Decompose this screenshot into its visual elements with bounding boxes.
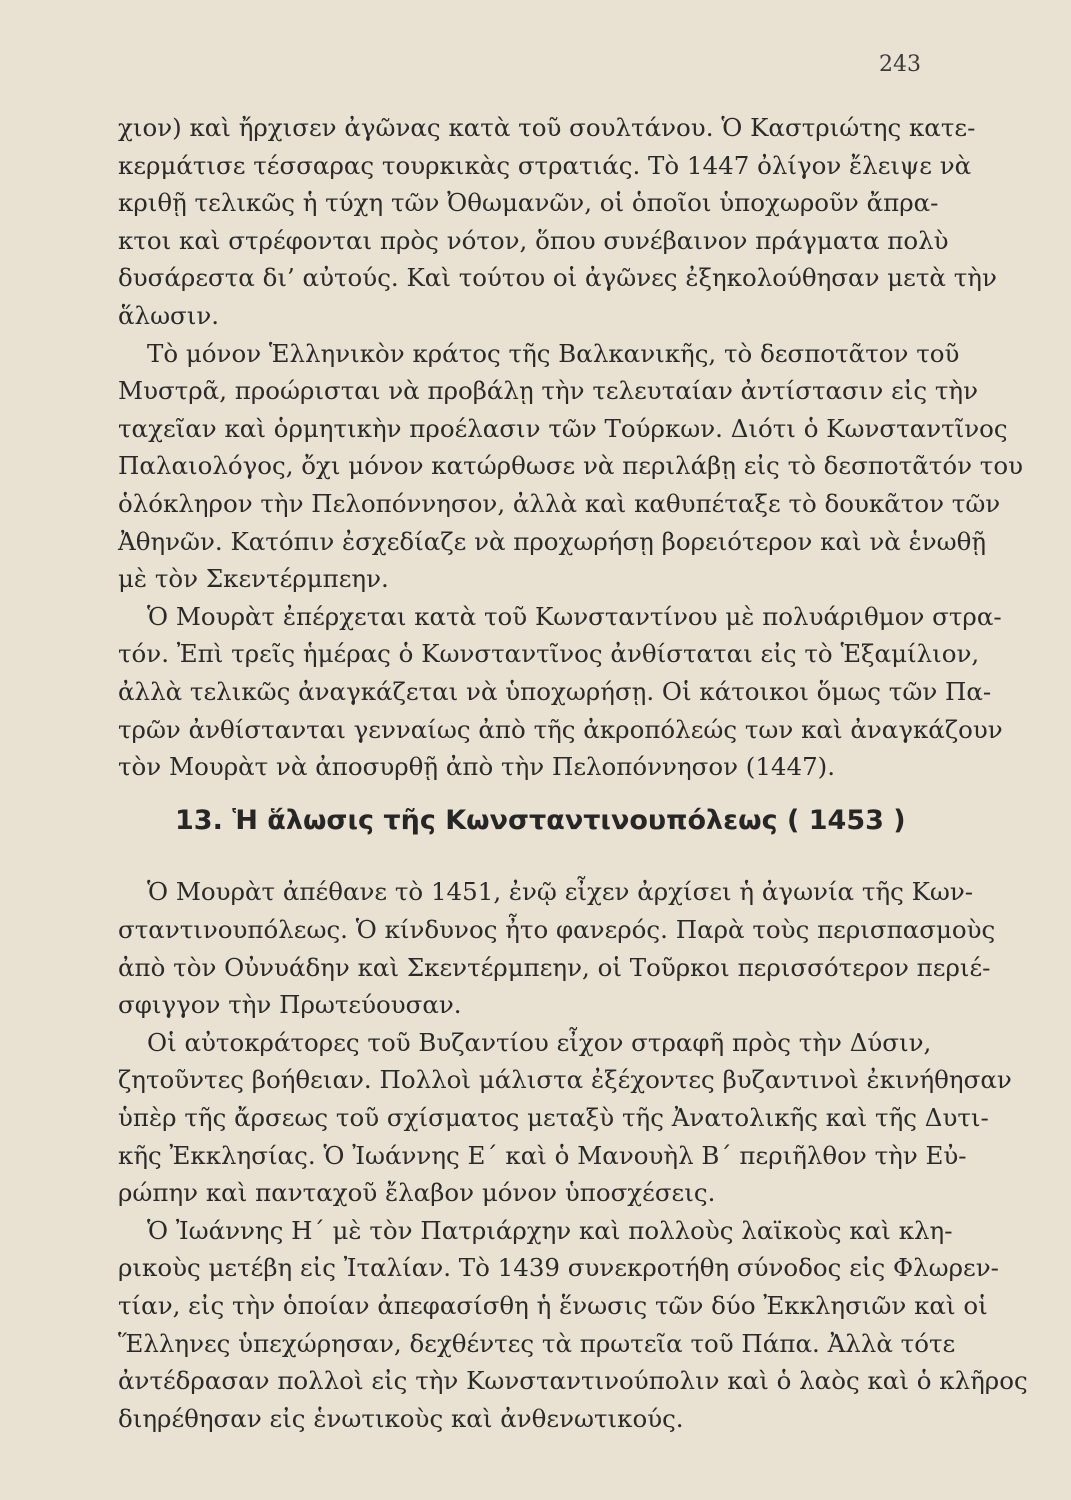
text-line: τίαν, εἰς τὴν ὁποίαν ἀπεφασίσθη ἡ ἕνωσις τῶν δύο Ἐκκλησιῶν καὶ οἱ	[118, 1291, 988, 1320]
text-line-overflow: διηρέθησαν εἰς ἑνωτικοὺς καὶ ἀνθενωτικούς.	[118, 1403, 684, 1433]
text-line: Ὁ Μουρὰτ ἐπέρχεται κατὰ τοῦ Κωνσταντίνου μὲ πολυάριθμον στρα-	[147, 601, 1002, 631]
text-line: ταχεῖαν καὶ ὁρμητικὴν προέλασιν τῶν Τούρκων. Διότι ὁ Κωνσταντῖνος	[118, 413, 1008, 443]
text-line: σφιγγον τὴν Πρωτεύουσαν.	[118, 990, 462, 1020]
text-line: Μυστρᾶ, προώρισται νὰ προβάλῃ τὴν τελευταίαν ἀντίστασιν εἰς τὴν	[118, 376, 979, 406]
text-line: ὑπὲρ τῆς ἄρσεως τοῦ σχίσματος μεταξὺ τῆς Ἀνατολικῆς καὶ τῆς Δυτι-	[118, 1103, 989, 1132]
text-line: τόν. Ἐπὶ τρεῖς ἡμέρας ὁ Κωνσταντῖνος ἀνθίσταται εἰς τὸ Ἑξαμίλιον,	[118, 639, 980, 669]
text-line: δυσάρεστα δι’ αὐτούς. Καὶ τούτου οἱ ἀγῶνες ἐξηκολούθησαν μετὰ τὴν	[118, 263, 997, 293]
text-line: ζητοῦντες βοήθειαν. Πολλοὶ μάλιστα ἐξέχοντες βυζαντινοὶ ἐκινήθησαν	[118, 1065, 1012, 1095]
text-line: Ὁ Ἰωάννης Η΄ μὲ τὸν Πατριάρχην καὶ πολλοὺς λαϊκοὺς καὶ κλη-	[147, 1215, 953, 1245]
text-line: ἀλλὰ τελικῶς ἀναγκάζεται νὰ ὑποχωρήσῃ. Οἱ κάτοικοι ὅμως τῶν Πα-	[118, 677, 992, 706]
text-line: κτοι καὶ στρέφονται πρὸς νότον, ὅπου συνέβαινον πράγματα πολὺ	[118, 225, 949, 255]
text-line: ρικοὺς μετέβη εἰς Ἰταλίαν. Τὸ 1439 συνεκροτήθη σύνοδος εἰς Φλωρεν-	[118, 1253, 999, 1283]
text-line: τρῶν ἀνθίστανται γενναίως ἀπὸ τῆς ἀκροπόλεώς των καὶ ἀναγκάζουν	[118, 714, 1003, 744]
text-line: ἅλωσιν.	[118, 301, 220, 330]
text-line: μὲ τὸν Σκεντέρμπεην.	[118, 564, 389, 594]
text-line: Ἀθηνῶν. Κατόπιν ἐσχεδίαζε νὰ προχωρήσῃ βορειότερον καὶ νὰ ἑνωθῇ	[118, 526, 987, 556]
text-line: ἀπὸ τὸν Οὐνυάδην καὶ Σκεντέρμπεην, οἱ Τοῦρκοι περισσότερον περιέ-	[118, 952, 991, 982]
text-line: ὁλόκληρον τὴν Πελοπόννησον, ἀλλὰ καὶ καθυπέταξε τὸ δουκᾶτον τῶν	[118, 489, 1001, 518]
text-line: κριθῇ τελικῶς ἡ τύχη τῶν Ὀθωμανῶν, οἱ ὁποῖοι ὑποχωροῦν ἄπρα-	[118, 188, 939, 218]
section-heading: 13. Ἡ ἅλωσις τῆς Κωνσταντινουπόλεως ( 1453 )	[175, 804, 906, 836]
text-line: Παλαιολόγος, ὄχι μόνον κατώρθωσε νὰ περιλάβῃ εἰς τὸ δεσποτᾶτόν του	[118, 451, 1023, 481]
text-line: τὸν Μουρὰτ νὰ ἀποσυρθῇ ἀπὸ τὴν Πελοπόννησον (1447).	[118, 752, 836, 782]
text-line: ρώπην καὶ πανταχοῦ ἔλαβον μόνον ὑποσχέσεις.	[118, 1178, 716, 1208]
text-line: Ὁ Μουρὰτ ἀπέθανε τὸ 1451, ἐνῷ εἶχεν ἀρχίσει ἡ ἀγωνία τῆς Κων-	[147, 877, 974, 907]
page-number: 243	[879, 52, 921, 77]
text-line: χιον) καὶ ἤρχισεν ἀγῶνας κατὰ τοῦ σουλτάνου. Ὁ Καστριώτης κατε-	[118, 113, 976, 142]
text-line: ἀντέδρασαν πολλοὶ εἰς τὴν Κωνσταντινούπολιν καὶ ὁ λαὸς καὶ ὁ κλῆρος	[118, 1366, 1028, 1396]
text-line: σταντινουπόλεως. Ὁ κίνδυνος ἦτο φανερός. Παρὰ τοὺς περισπασμοὺς	[118, 915, 996, 944]
text-line: κῆς Ἐκκλησίας. Ὁ Ἰωάννης Ε΄ καὶ ὁ Μανουὴλ Β΄ περιῆλθον τὴν Εὐ-	[118, 1140, 967, 1170]
text-line: Τὸ μόνον Ἑλληνικὸν κράτος τῆς Βαλκανικῆς, τὸ δεσποτᾶτον τοῦ	[147, 338, 960, 368]
text-line: κερμάτισε τέσσαρας τουρκικὰς στρατιάς. Τὸ 1447 ὀλίγον ἔλειψε νὰ	[118, 150, 972, 180]
text-line: Ἕλληνες ὑπεχώρησαν, δεχθέντες τὰ πρωτεῖα τοῦ Πάπα. Ἀλλὰ τότε	[118, 1328, 956, 1358]
text-line: Οἱ αὐτοκράτορες τοῦ Βυζαντίου εἶχον στραφῆ πρὸς τὴν Δύσιν,	[147, 1027, 932, 1057]
